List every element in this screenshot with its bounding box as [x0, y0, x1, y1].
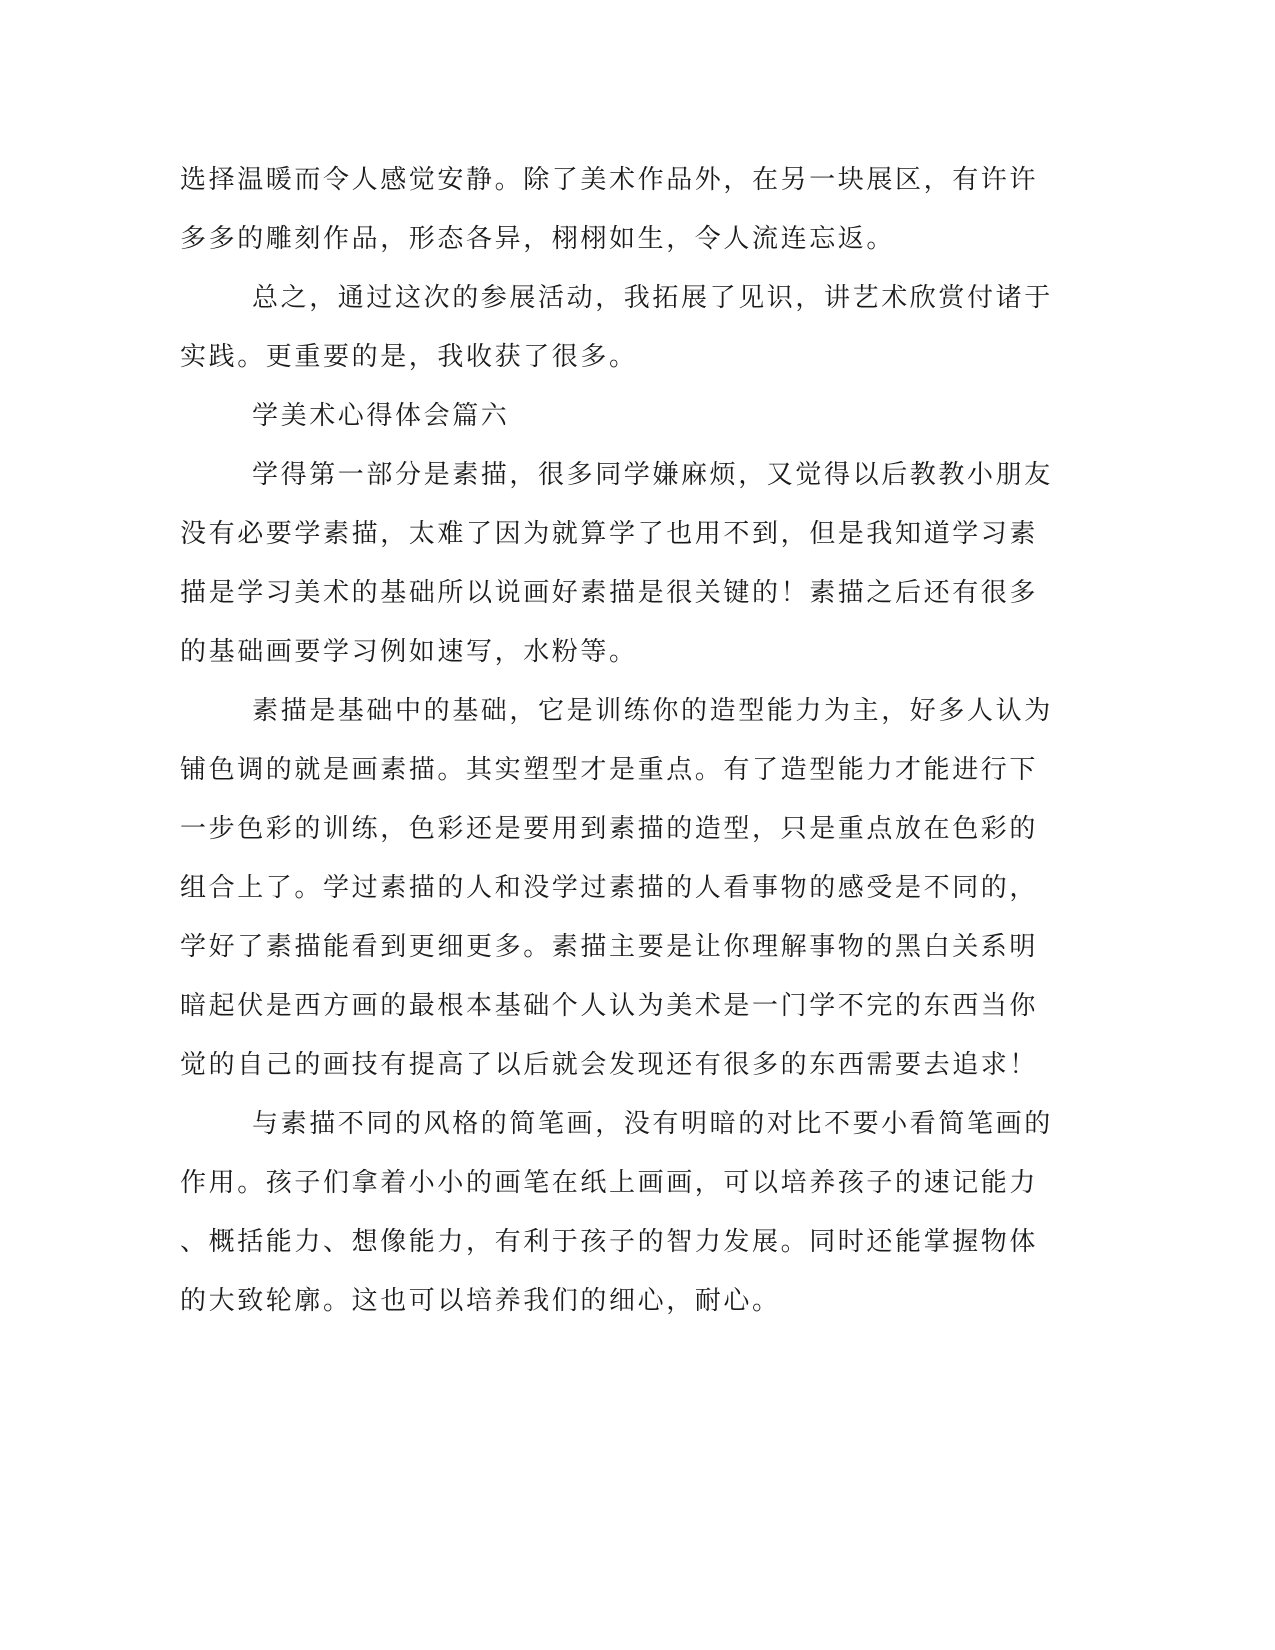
- text-line: 作用。孩子们拿着小小的画笔在纸上画画，可以培养孩子的速记能力: [180, 1168, 1039, 1198]
- text-line: 的大致轮廓。这也可以培养我们的细心，耐心。: [180, 1286, 781, 1316]
- text-line: 铺色调的就是画素描。其实塑型才是重点。有了造型能力才能进行下: [180, 755, 1039, 785]
- text-line: 组合上了。学过素描的人和没学过素描的人看事物的感受是不同的，: [180, 873, 1039, 903]
- text-line: 学好了素描能看到更细更多。素描主要是让你理解事物的黑白关系明: [180, 932, 1039, 962]
- text-line: 多多的雕刻作品，形态各异，栩栩如生，令人流连忘返。: [180, 224, 896, 254]
- text-line: 一步色彩的训练，色彩还是要用到素描的造型，只是重点放在色彩的: [180, 814, 1039, 844]
- text-line: 没有必要学素描，太难了因为就算学了也用不到，但是我知道学习素: [180, 519, 1039, 549]
- text-line: 的基础画要学习例如速写，水粉等。: [180, 637, 638, 667]
- text-line: 与素描不同的风格的简笔画，没有明暗的对比不要小看简笔画的: [252, 1109, 1053, 1139]
- text-line: 暗起伏是西方画的最根本基础个人认为美术是一门学不完的东西当你: [180, 991, 1039, 1021]
- text-line: 素描是基础中的基础，它是训练你的造型能力为主，好多人认为: [252, 696, 1053, 726]
- text-line: 、概括能力、想像能力，有利于孩子的智力发展。同时还能掌握物体: [180, 1227, 1039, 1257]
- text-line: 描是学习美术的基础所以说画好素描是很关键的！素描之后还有很多: [180, 578, 1039, 608]
- text-line: 学得第一部分是素描，很多同学嫌麻烦，又觉得以后教教小朋友: [252, 460, 1053, 490]
- text-line: 总之，通过这次的参展活动，我拓展了见识，讲艺术欣赏付诸于: [252, 283, 1053, 313]
- section-heading: 学美术心得体会篇六: [252, 401, 510, 431]
- text-line: 觉的自己的画技有提高了以后就会发现还有很多的东西需要去追求！: [180, 1050, 1039, 1080]
- text-line: 实践。更重要的是，我收获了很多。: [180, 342, 638, 372]
- text-line: 选择温暖而令人感觉安静。除了美术作品外，在另一块展区，有许许: [180, 165, 1039, 195]
